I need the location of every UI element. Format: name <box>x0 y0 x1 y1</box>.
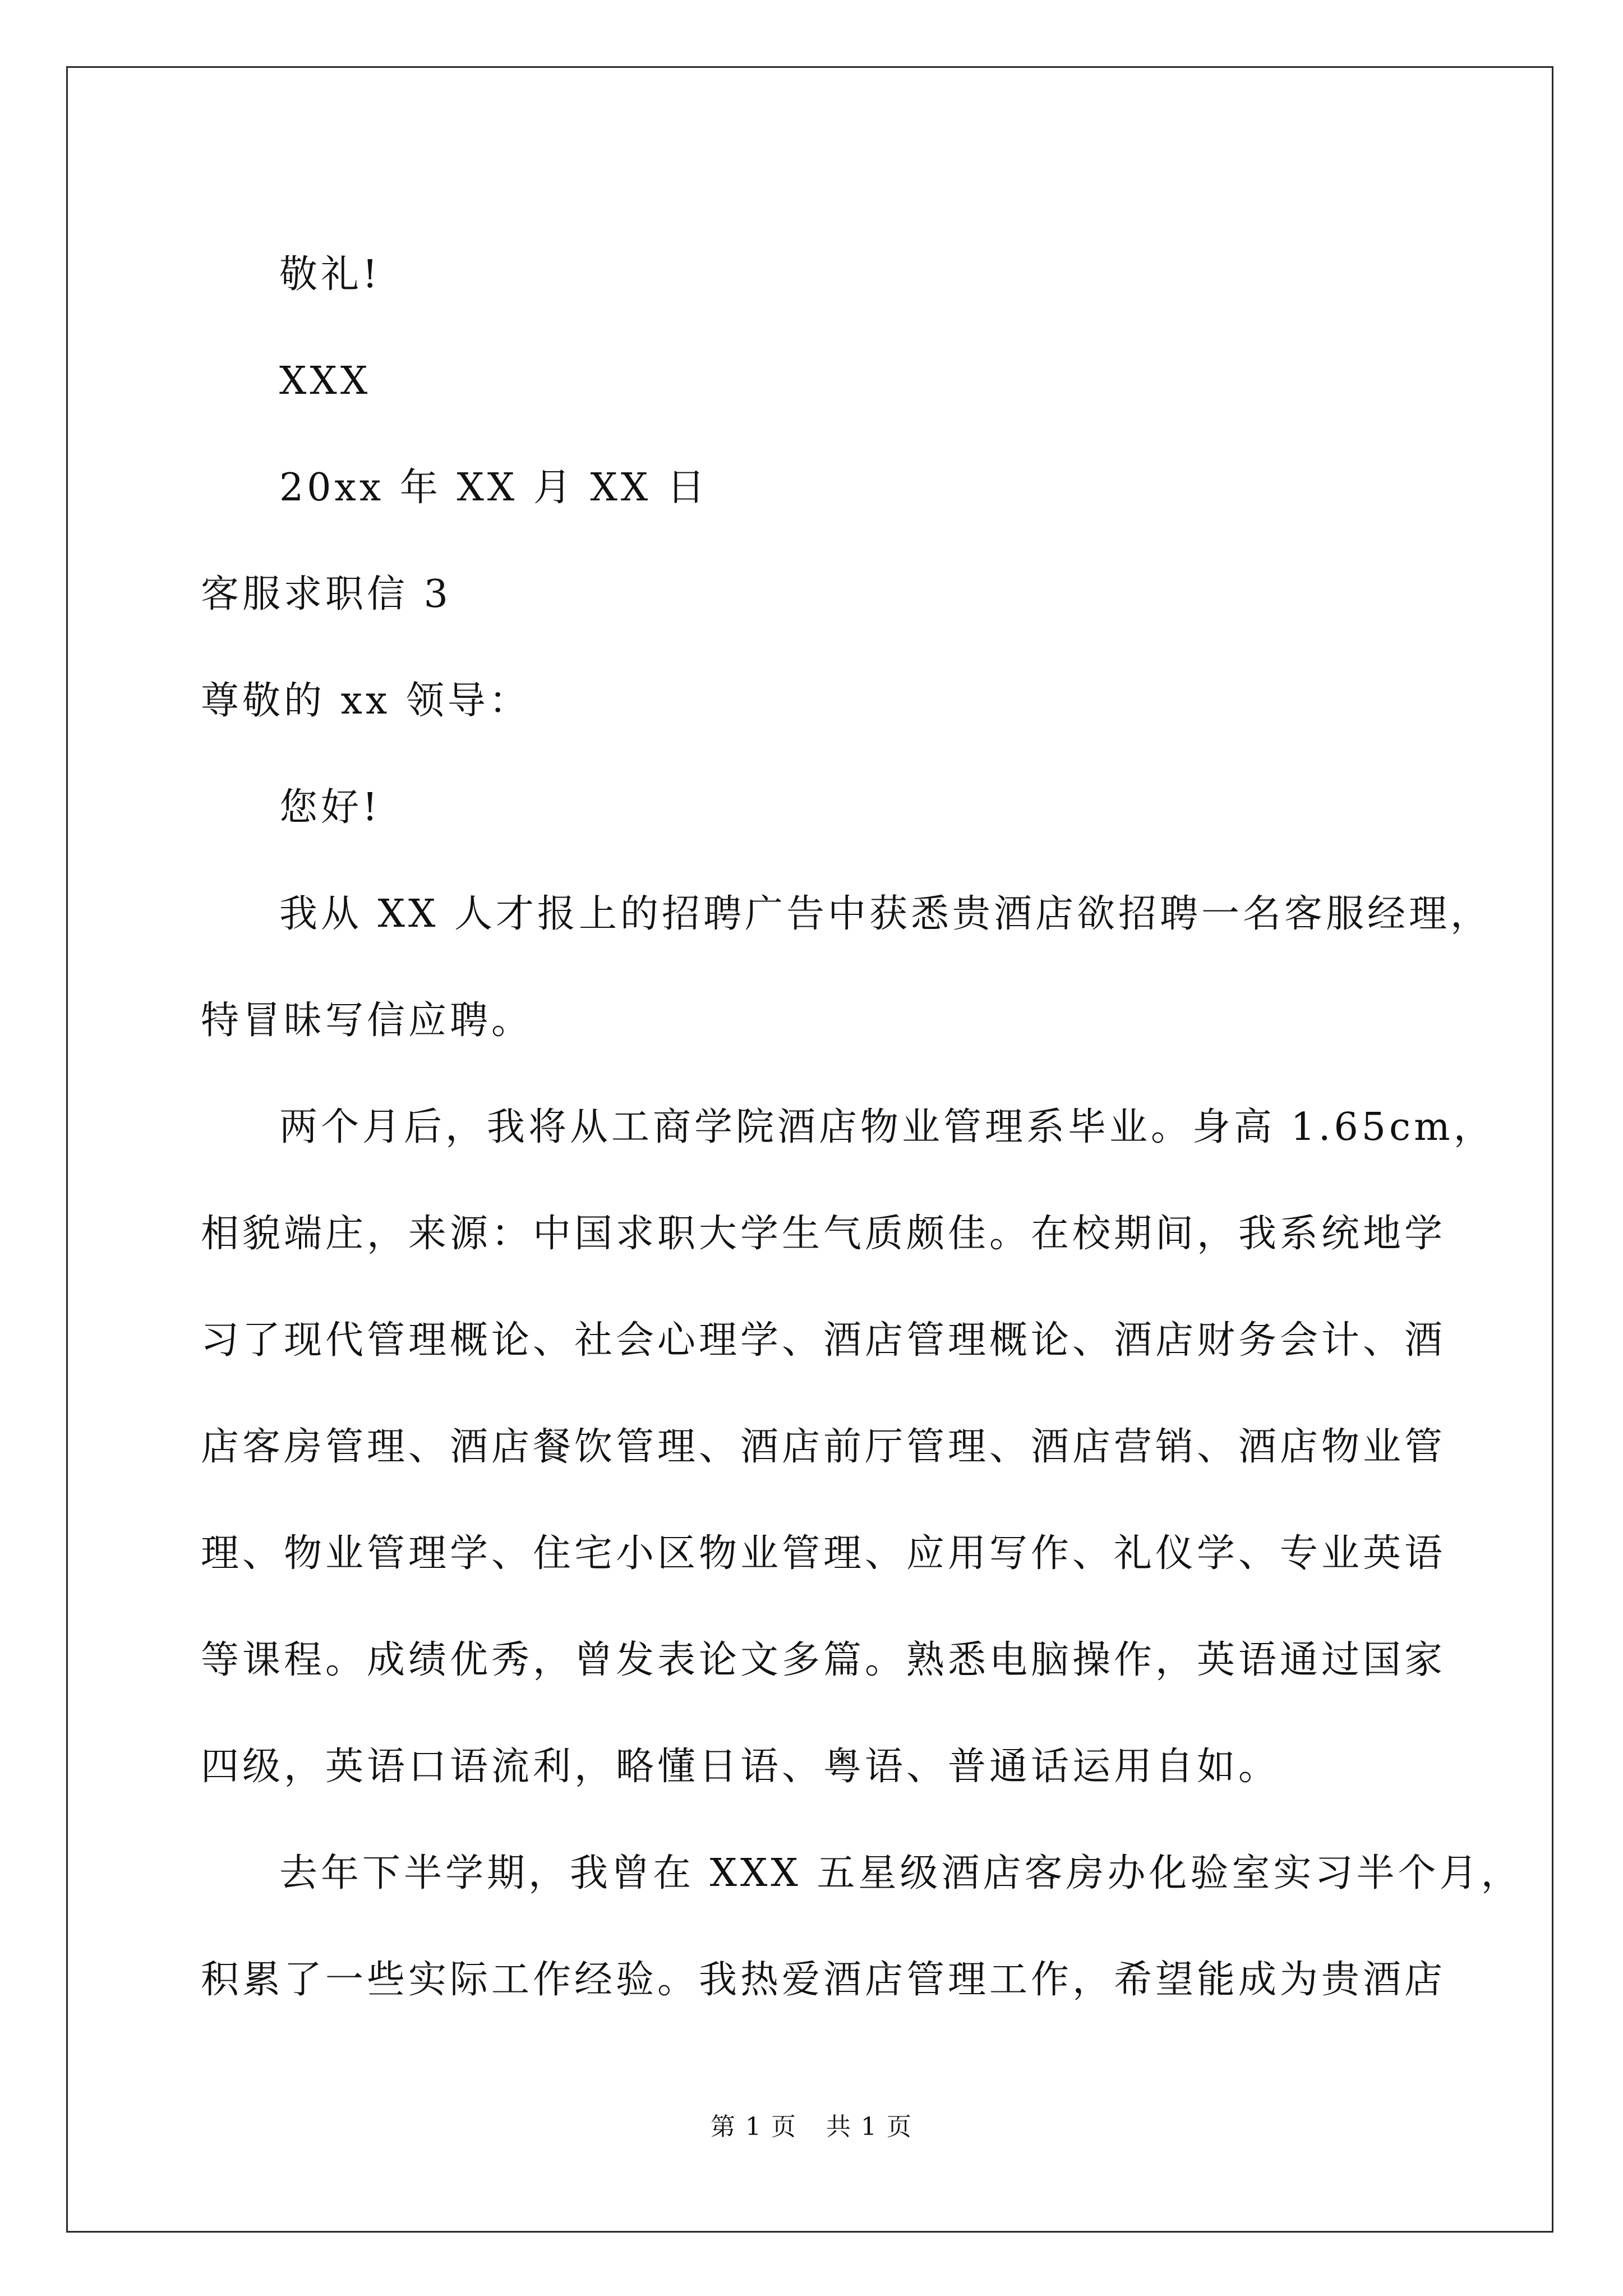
text-line: 两个月后，我将从工商学院酒店物业管理系毕业。身高 1.65cm， <box>279 1105 1495 1149</box>
text-line-greeting: 您好! <box>279 785 381 830</box>
text-line: 特冒昧写信应聘。 <box>201 999 533 1043</box>
text-line: 店客房管理、酒店餐饮管理、酒店前厅管理、酒店营销、酒店物业管 <box>201 1425 1446 1469</box>
page-number: 第 1 页 <box>711 2113 797 2141</box>
text-line-salutation: 尊敬的 xx 领导： <box>201 679 531 723</box>
text-line: 相貌端庄，来源：中国求职大学生气质颇佳。在校期间，我系统地学 <box>201 1212 1446 1256</box>
text-line-signature: XXX <box>279 359 371 403</box>
text-line: 积累了一些实际工作经验。我热爱酒店管理工作，希望能成为贵酒店 <box>201 1958 1446 2002</box>
text-line: 四级，英语口语流利，略懂日语、粤语、普通话运用自如。 <box>201 1745 1280 1789</box>
letter-body <box>201 222 1523 2033</box>
page-footer <box>0 2106 1623 2142</box>
text-line: 习了现代管理概论、社会心理学、酒店管理概论、酒店财务会计、酒 <box>201 1318 1446 1363</box>
page-total: 共 1 页 <box>826 2113 912 2141</box>
text-line-closing: 敬礼! <box>279 252 381 297</box>
text-line-date: 20xx 年 XX 月 XX 日 <box>279 466 708 510</box>
text-line: 去年下半学期，我曾在 XXX 五星级酒店客房办化验室实习半个月， <box>279 1851 1523 1895</box>
text-line: 我从 XX 人才报上的招聘广告中获悉贵酒店欲招聘一名客服经理， <box>279 892 1492 936</box>
text-line: 理、物业管理学、住宅小区物业管理、应用写作、礼仪学、专业英语 <box>201 1531 1446 1576</box>
section-heading: 客服求职信 3 <box>201 572 451 616</box>
text-line: 等课程。成绩优秀，曾发表论文多篇。熟悉电脑操作，英语通过国家 <box>201 1638 1446 1682</box>
